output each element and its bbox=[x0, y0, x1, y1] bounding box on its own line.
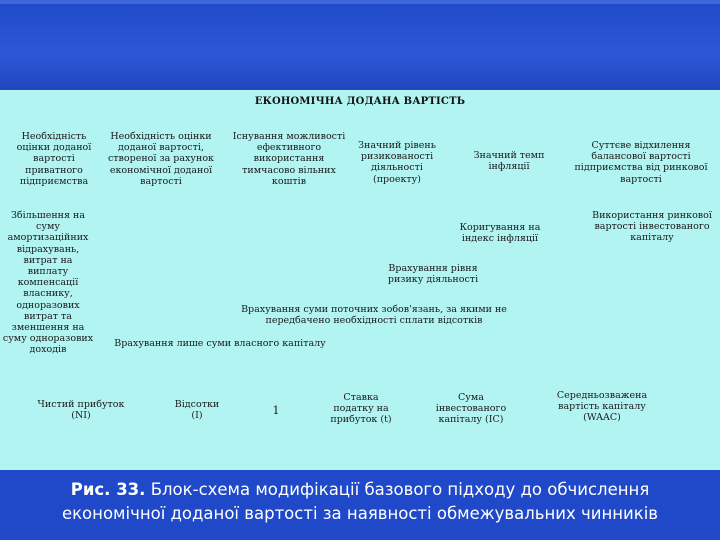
node-alternatives: Існування можливості ефективного використання тимчасово вільних коштів bbox=[232, 131, 346, 187]
node-market-value-use: Використання ринкової вартості інвестованого капіталу bbox=[592, 210, 712, 244]
node-risk-level: Значний рівень ризикованості діяльності (проекту) bbox=[358, 140, 436, 185]
node-inflation-adjust: Коригування на індекс інфляції bbox=[459, 222, 541, 245]
node-need-private: Необхідність оцінки доданої вартості приватного підприємства bbox=[16, 131, 92, 187]
caption-body: Блок-схема модифікації базового підходу до обчислення економічної доданої вартості за наявності обмежувальних чинників bbox=[61, 480, 659, 523]
node-obligations: Врахування суми поточних зобов'язань, за якими не передбачено необхідності сплати відсотків bbox=[241, 304, 507, 327]
node-risk-account: Врахування рівня ризику діяльності bbox=[387, 263, 479, 286]
node-waac: Середньозважена вартість капіталу (WAAC) bbox=[556, 390, 648, 424]
node-need-borrowed: Необхідність оцінки доданої вартості, створеної за рахунок економічної доданої вартості bbox=[107, 131, 214, 187]
caption-text-line bbox=[0, 478, 720, 526]
diagram-title: ЕКОНОМІЧНА ДОДАНА ВАРТІСТЬ bbox=[254, 96, 466, 107]
node-one: 1 bbox=[272, 404, 280, 417]
node-inflation: Значний темп інфляції bbox=[473, 150, 545, 173]
slide-header-bar bbox=[0, 0, 720, 90]
node-interest: Відсотки (I) bbox=[174, 399, 220, 422]
node-tax-rate: Ставка податку на прибуток (t) bbox=[330, 392, 392, 426]
node-market-deviation: Суттєве відхилення балансової вартості підприємства від ринкової вартості bbox=[574, 140, 708, 185]
header-shine bbox=[0, 0, 720, 4]
figure-caption bbox=[0, 470, 720, 540]
node-net-income: Чистий прибуток (NI) bbox=[37, 399, 125, 422]
node-equity-only: Врахування лише суми власного капіталу bbox=[114, 338, 326, 349]
caption-label: Рис. 33. bbox=[70, 480, 146, 499]
node-amortization: Збільшення на суму амортизаційних відрахувань, витрат на виплату компенсації власнику, одноразових витрат та зменшення на суму одноразових доходів bbox=[2, 210, 94, 356]
node-invested-capital: Сума інвестованого капіталу (IC) bbox=[435, 392, 507, 426]
